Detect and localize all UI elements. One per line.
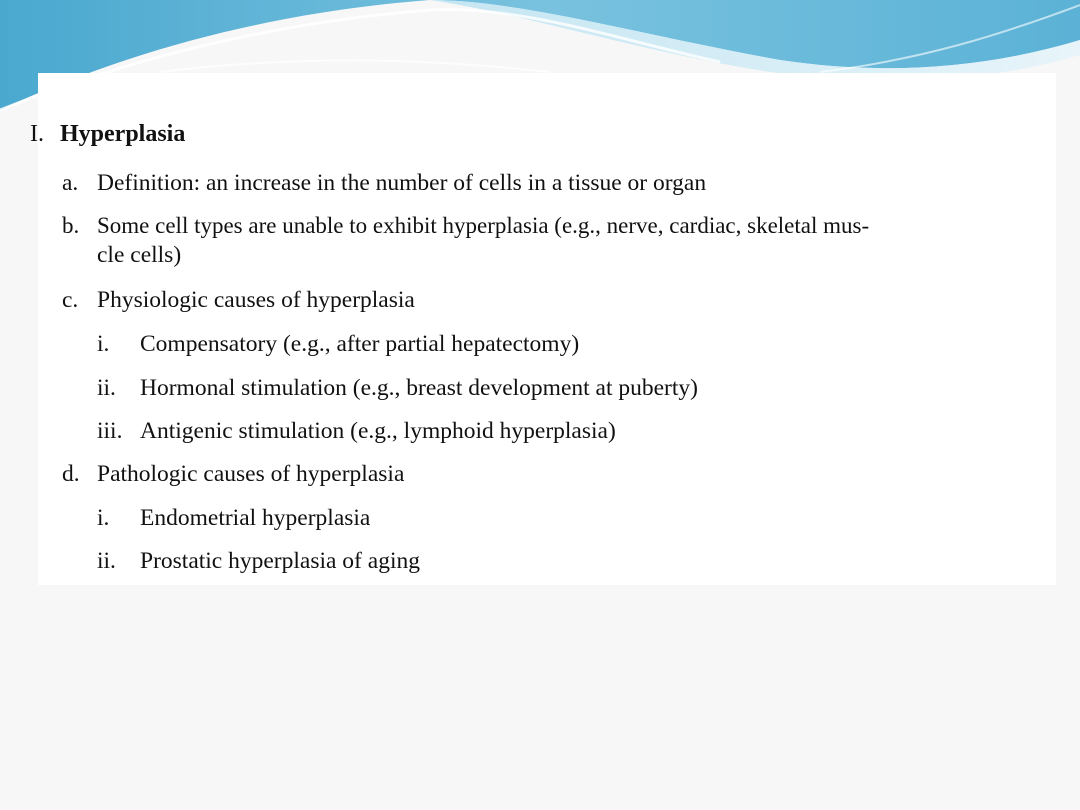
item-marker: i. xyxy=(97,331,110,357)
list-item-b-continuation: cle cells) xyxy=(97,242,182,268)
list-item-c-ii xyxy=(97,374,698,402)
item-marker: iii. xyxy=(97,418,123,444)
list-item-d-ii xyxy=(97,547,420,575)
item-text: Compensatory (e.g., after partial hepatectomy) xyxy=(140,331,580,357)
heading-title: Hyperplasia xyxy=(60,121,186,147)
item-marker: i. xyxy=(97,505,110,531)
list-item-d-i xyxy=(97,504,370,532)
item-marker: a. xyxy=(62,170,79,196)
item-text: Definition: an increase in the number of cells in a tissue or organ xyxy=(97,170,707,196)
item-text: Hormonal stimulation (e.g., breast development at puberty) xyxy=(140,375,698,401)
item-marker: ii. xyxy=(97,375,116,401)
section-heading xyxy=(32,120,185,148)
item-text: Prostatic hyperplasia of aging xyxy=(140,548,420,574)
list-item-a xyxy=(62,169,706,197)
item-text: Antigenic stimulation (e.g., lymphoid hyperplasia) xyxy=(140,418,616,444)
list-item-c-i xyxy=(97,330,579,358)
item-text: Endometrial hyperplasia xyxy=(140,505,371,531)
list-item-b xyxy=(62,212,869,240)
item-text: Physiologic causes of hyperplasia xyxy=(97,287,415,313)
item-marker: ii. xyxy=(97,548,116,574)
item-marker: c. xyxy=(62,287,79,313)
item-marker: d. xyxy=(62,461,80,487)
list-item-d xyxy=(62,460,404,488)
list-item-c xyxy=(62,286,415,314)
list-item-c-iii xyxy=(97,417,616,445)
item-text: Some cell types are unable to exhibit hyperplasia (e.g., nerve, cardiac, skeletal mus- xyxy=(97,213,870,238)
heading-marker: I. xyxy=(30,121,44,147)
item-marker: b. xyxy=(62,213,80,238)
item-text: Pathologic causes of hyperplasia xyxy=(97,461,405,487)
